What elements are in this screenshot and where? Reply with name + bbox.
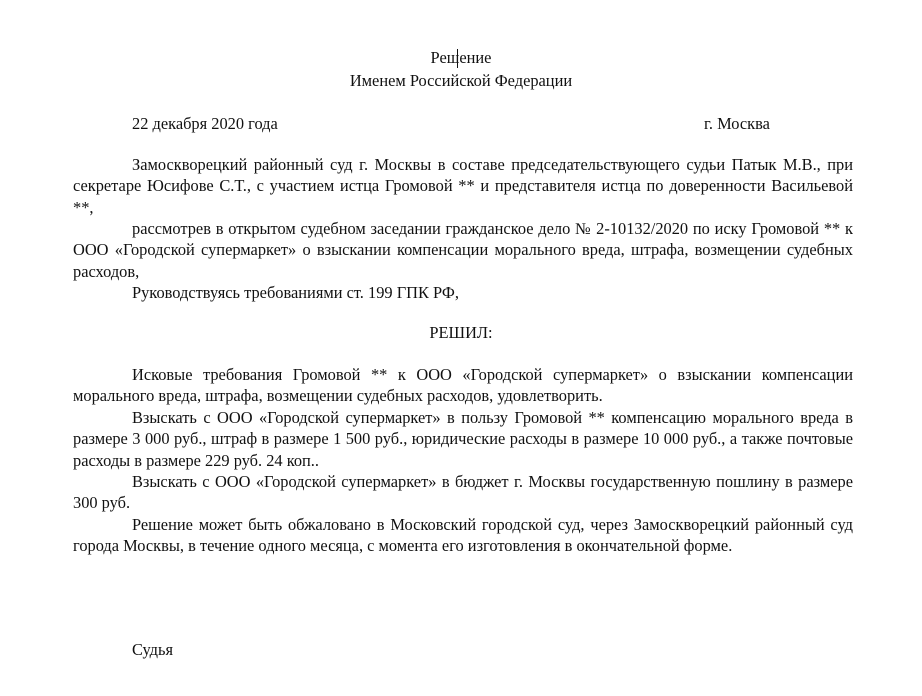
document-subtitle: Именем Российской Федерации bbox=[349, 71, 573, 90]
ruling-state-duty: Взыскать с ООО «Городской супермаркет» в бюджет г. Москвы государственную пошлину в размере 300 руб. bbox=[73, 472, 853, 513]
decision-date: 22 декабря 2020 года bbox=[132, 114, 278, 133]
preamble-court-composition: Замоскворецкий районный суд г. Москвы в составе председательствующего судьи Патык М.В., при секретаре Юсифове С.Т., с участием истца Громовой ** и представителя истца по доверенности Васильевой **, bbox=[73, 155, 853, 217]
document-title: Решение bbox=[430, 48, 492, 67]
ruling-damages-awarded: Взыскать с ООО «Городской супермаркет» в пользу Громовой ** компенсацию морального вреда в размере 3 000 руб., штраф в размере 1 500 руб., юридические расходы в размере 10 000 руб., а также почтовые расходы в размере 229 руб. 24 коп.. bbox=[73, 408, 853, 470]
ruling-claims-granted: Исковые требования Громовой ** к ООО «Городской супермаркет» о взыскании компенсации морального вреда, штрафа, возмещении судебных расходов, удовлетворить. bbox=[73, 365, 853, 406]
preamble-case-description: рассмотрев в открытом судебном заседании гражданское дело № 2-10132/2020 по иску Громовой ** к ООО «Городской супермаркет» о взыскании компенсации морального вреда, штрафа, возмещении судебных расходов, bbox=[73, 219, 853, 281]
decision-city: г. Москва bbox=[704, 114, 770, 133]
ruling-appeal-notice: Решение может быть обжаловано в Московский городской суд, через Замоскворецкий районный суд города Москвы, в течение одного месяца, с момента его изготовления в окончательной форме. bbox=[73, 515, 853, 556]
judge-signature-label: Судья bbox=[132, 640, 174, 659]
preamble-legal-basis: Руководствуясь требованиями ст. 199 ГПК РФ, bbox=[132, 283, 459, 302]
ruling-heading: РЕШИЛ: bbox=[429, 323, 493, 342]
